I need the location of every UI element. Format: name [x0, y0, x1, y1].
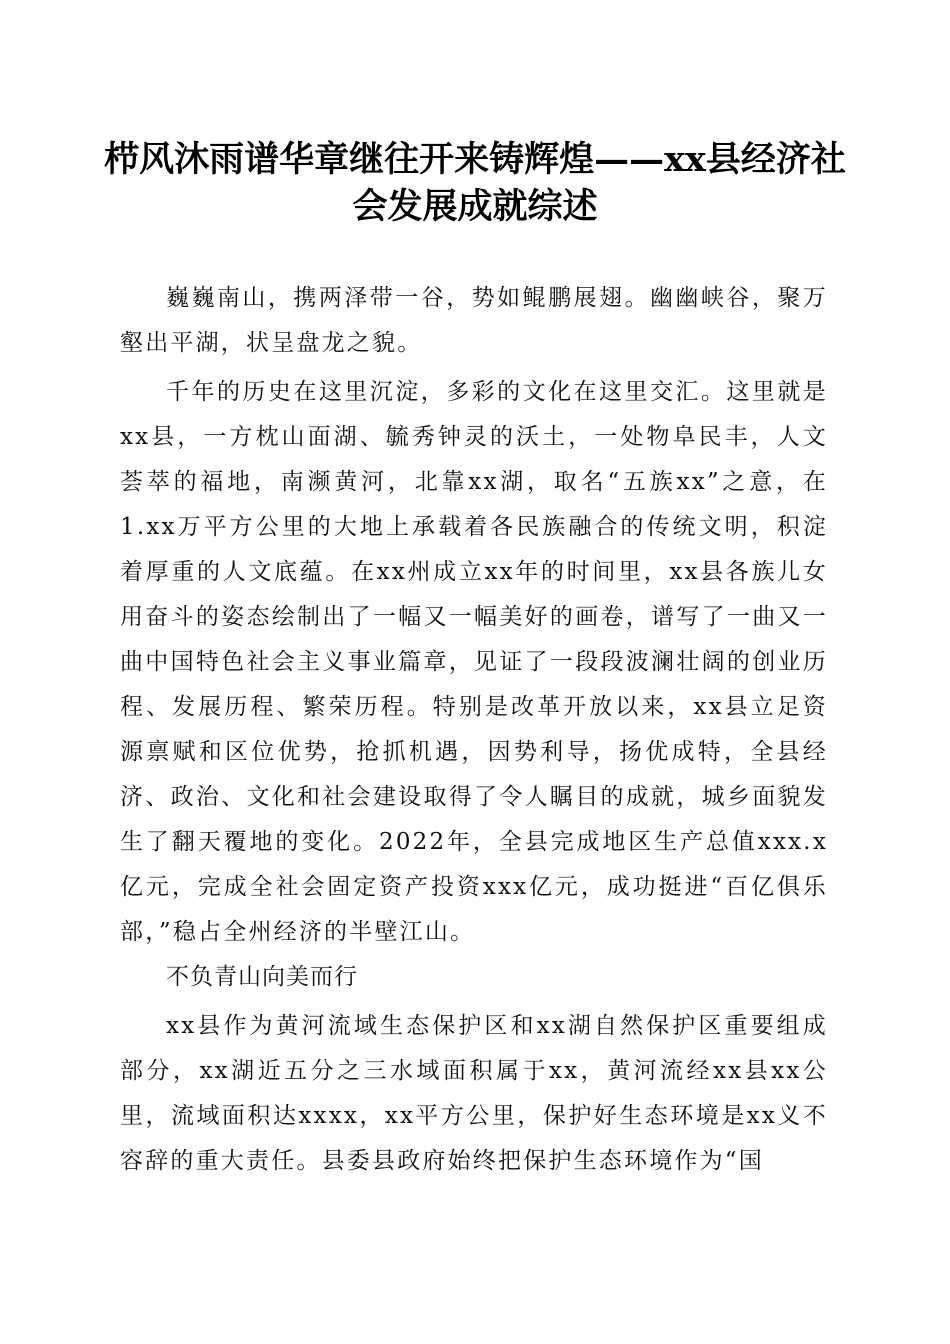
paragraph-ecology: xx县作为黄河流域生态保护区和xx湖自然保护区重要组成部分，xx湖近五分之三水域面积属于xx，黄河流经xx县xx公里，流域面积达xxxx，xx平方公里，保护好生态环境是xx义不容辞的重大责任。县委县政府始终把保护生态环境作为“国 [120, 1013, 828, 1174]
section-heading: 不负青山向美而行 [166, 964, 358, 990]
document-body [120, 276, 828, 1184]
paragraph-history: 千年的历史在这里沉淀，多彩的文化在这里交汇。这里就是xx县，一方枕山面湖、毓秀钟灵的沃土，一处物阜民丰，人文荟萃的福地，南濒黄河，北靠xx湖，取名“五族xx”之意，在1.xx万平方公里的大地上承载着各民族融合的传统文明，积淀着厚重的人文底蕴。在xx州成立xx年的时间里，xx县各族儿女用奋斗的姿态绘制出了一幅又一幅美好的画卷，谱写了一曲又一曲中国特色社会主义事业篇章，见证了一段段波澜壮阔的创业历程、发展历程、繁荣历程。特别是改革开放以来，xx县立足资源禀赋和区位优势，抢抓机遇，因势利导，扬优成特，全县经济、政治、文化和社会建设取得了令人瞩目的成就，城乡面貌发生了翻天覆地的变化。2022年，全县完成地区生产总值xxx.x亿元，完成全社会固定资产投资xxx亿元，成功挺进“百亿俱乐部，”稳占全州经济的半壁江山。 [120, 379, 828, 945]
paragraph-intro: 巍巍南山，携两泽带一谷，势如鲲鹏展翅。幽幽峡谷，聚万壑出平湖，状呈盘龙之貌。 [120, 285, 828, 356]
document-title: 栉风沐雨谱华章继往开来铸辉煌——xx县经济社会发展成就综述 [104, 139, 846, 227]
